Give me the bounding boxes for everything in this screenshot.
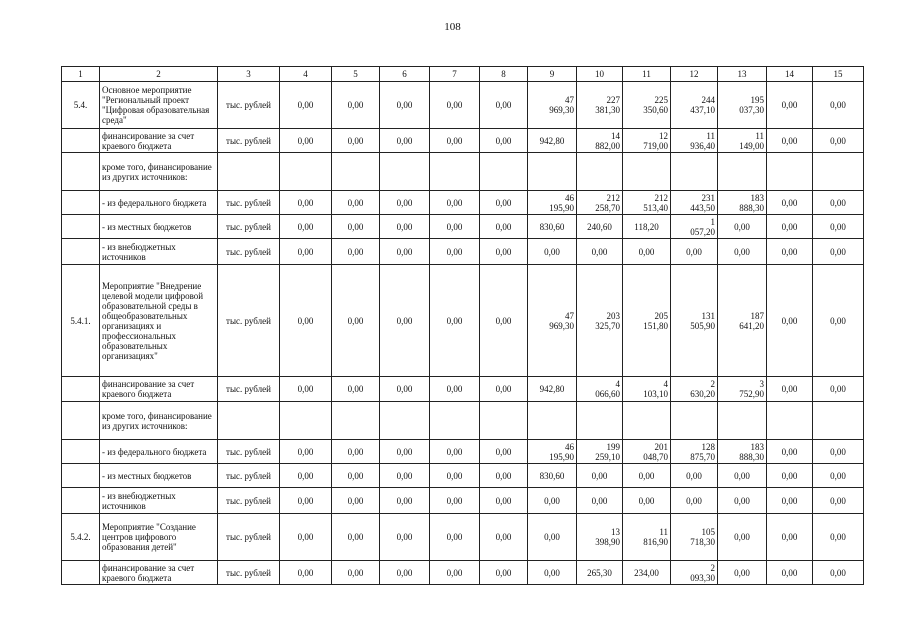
row-name: - из местных бюджетов: [100, 464, 218, 488]
table-row: [62, 440, 864, 464]
table-row: [62, 215, 864, 239]
value-cell: [430, 153, 480, 191]
value-cell: 0,00: [332, 129, 380, 153]
header-cell: 1: [62, 67, 100, 82]
value-cell: 0,00: [528, 239, 577, 265]
row-unit: тыс. рублей: [218, 82, 280, 129]
row-name: - из внебюджетных источников: [100, 488, 218, 514]
value-cell: 3 752,90: [718, 377, 767, 402]
value-cell: 47 969,30: [528, 265, 577, 377]
value-cell: [671, 153, 718, 191]
value-cell: 0,00: [623, 239, 671, 265]
value-cell: 0,00: [577, 464, 623, 488]
value-cell: [528, 402, 577, 440]
value-cell: 0,00: [380, 191, 430, 215]
value-cell: 0,00: [767, 239, 813, 265]
table-row: [62, 377, 864, 402]
value-cell: [480, 402, 528, 440]
row-unit: тыс. рублей: [218, 561, 280, 585]
value-cell: 0,00: [480, 129, 528, 153]
value-cell: 118,20: [623, 215, 671, 239]
value-cell: 0,00: [577, 239, 623, 265]
value-cell: 0,00: [280, 464, 332, 488]
value-cell: 4 103,10: [623, 377, 671, 402]
header-cell: 13: [718, 67, 767, 82]
budget-table: [61, 66, 864, 585]
header-cell: 6: [380, 67, 430, 82]
value-cell: [528, 153, 577, 191]
value-cell: 0,00: [767, 265, 813, 377]
header-cell: 3: [218, 67, 280, 82]
value-cell: 0,00: [280, 215, 332, 239]
value-cell: 4 066,60: [577, 377, 623, 402]
value-cell: 0,00: [380, 440, 430, 464]
value-cell: 0,00: [528, 561, 577, 585]
value-cell: 0,00: [280, 561, 332, 585]
value-cell: 13 398,90: [577, 514, 623, 561]
value-cell: 0,00: [813, 377, 864, 402]
table-row: [62, 191, 864, 215]
row-unit: тыс. рублей: [218, 191, 280, 215]
value-cell: 0,00: [767, 440, 813, 464]
value-cell: 830,60: [528, 464, 577, 488]
value-cell: 0,00: [480, 265, 528, 377]
value-cell: 128 875,70: [671, 440, 718, 464]
value-cell: 46 195,90: [528, 191, 577, 215]
row-name: финансирование за счет краевого бюджета: [100, 129, 218, 153]
value-cell: 0,00: [332, 488, 380, 514]
row-name: Мероприятие "Внедрение целевой модели цифровой образовательной среды в общеобразовательных организациях и профессиональных образовательных организациях": [100, 265, 218, 377]
value-cell: 0,00: [380, 129, 430, 153]
value-cell: [813, 402, 864, 440]
value-cell: [718, 153, 767, 191]
row-number: [62, 153, 100, 191]
row-number: [62, 215, 100, 239]
value-cell: 0,00: [671, 488, 718, 514]
value-cell: 942,80: [528, 377, 577, 402]
value-cell: 187 641,20: [718, 265, 767, 377]
value-cell: [332, 153, 380, 191]
value-cell: 0,00: [332, 265, 380, 377]
table-row: [62, 153, 864, 191]
value-cell: 0,00: [813, 440, 864, 464]
row-number: [62, 464, 100, 488]
value-cell: 0,00: [332, 464, 380, 488]
value-cell: 203 325,70: [577, 265, 623, 377]
value-cell: 0,00: [280, 239, 332, 265]
value-cell: [280, 153, 332, 191]
row-unit: тыс. рублей: [218, 440, 280, 464]
value-cell: 212 258,70: [577, 191, 623, 215]
row-unit: тыс. рублей: [218, 488, 280, 514]
value-cell: 0,00: [380, 265, 430, 377]
value-cell: 830,60: [528, 215, 577, 239]
value-cell: 0,00: [280, 377, 332, 402]
value-cell: 0,00: [528, 488, 577, 514]
value-cell: 0,00: [430, 377, 480, 402]
table-row: [62, 514, 864, 561]
row-number: [62, 440, 100, 464]
value-cell: 0,00: [332, 191, 380, 215]
value-cell: 0,00: [280, 440, 332, 464]
value-cell: 0,00: [430, 464, 480, 488]
value-cell: [623, 402, 671, 440]
value-cell: 0,00: [813, 239, 864, 265]
value-cell: 0,00: [480, 464, 528, 488]
header-cell: 12: [671, 67, 718, 82]
value-cell: 0,00: [767, 215, 813, 239]
value-cell: 0,00: [430, 265, 480, 377]
value-cell: 0,00: [718, 215, 767, 239]
value-cell: 0,00: [718, 561, 767, 585]
value-cell: 244 437,10: [671, 82, 718, 129]
header-cell: 15: [813, 67, 864, 82]
value-cell: 0,00: [480, 215, 528, 239]
row-name: - из внебюджетных источников: [100, 239, 218, 265]
value-cell: 0,00: [430, 82, 480, 129]
value-cell: 2 093,30: [671, 561, 718, 585]
value-cell: 12 719,00: [623, 129, 671, 153]
value-cell: 0,00: [430, 440, 480, 464]
value-cell: 0,00: [813, 488, 864, 514]
value-cell: 0,00: [480, 239, 528, 265]
value-cell: 0,00: [718, 488, 767, 514]
value-cell: 0,00: [813, 191, 864, 215]
row-unit: тыс. рублей: [218, 464, 280, 488]
value-cell: 0,00: [380, 488, 430, 514]
value-cell: 0,00: [767, 514, 813, 561]
value-cell: 131 505,90: [671, 265, 718, 377]
value-cell: 11 149,00: [718, 129, 767, 153]
row-name: финансирование за счет краевого бюджета: [100, 561, 218, 585]
value-cell: 105 718,30: [671, 514, 718, 561]
value-cell: 0,00: [767, 129, 813, 153]
value-cell: 183 888,30: [718, 440, 767, 464]
value-cell: 0,00: [332, 561, 380, 585]
value-cell: 265,30: [577, 561, 623, 585]
value-cell: [280, 402, 332, 440]
value-cell: 0,00: [332, 239, 380, 265]
value-cell: 0,00: [332, 215, 380, 239]
value-cell: 0,00: [430, 239, 480, 265]
row-number: [62, 239, 100, 265]
table-row: [62, 239, 864, 265]
value-cell: 0,00: [813, 215, 864, 239]
row-name: Мероприятие "Создание центров цифрового образования детей": [100, 514, 218, 561]
header-cell: 14: [767, 67, 813, 82]
row-unit: тыс. рублей: [218, 265, 280, 377]
table-row: [62, 82, 864, 129]
value-cell: 234,00: [623, 561, 671, 585]
value-cell: 47 969,30: [528, 82, 577, 129]
page-number: 108: [444, 21, 461, 33]
header-cell: 7: [430, 67, 480, 82]
value-cell: 0,00: [718, 514, 767, 561]
value-cell: 0,00: [480, 440, 528, 464]
value-cell: 0,00: [280, 488, 332, 514]
header-cell: 8: [480, 67, 528, 82]
row-name: - из федерального бюджета: [100, 191, 218, 215]
value-cell: 0,00: [332, 514, 380, 561]
row-number: [62, 561, 100, 585]
value-cell: 0,00: [528, 514, 577, 561]
table-row: [62, 488, 864, 514]
value-cell: 0,00: [623, 488, 671, 514]
value-cell: 199 259,10: [577, 440, 623, 464]
row-number: 5.4.2.: [62, 514, 100, 561]
row-number: [62, 129, 100, 153]
value-cell: 0,00: [671, 464, 718, 488]
row-unit: тыс. рублей: [218, 129, 280, 153]
value-cell: 46 195,90: [528, 440, 577, 464]
header-cell: 2: [100, 67, 218, 82]
value-cell: 0,00: [718, 239, 767, 265]
value-cell: 0,00: [480, 191, 528, 215]
value-cell: 0,00: [380, 377, 430, 402]
row-number: [62, 377, 100, 402]
row-number: [62, 191, 100, 215]
row-unit: тыс. рублей: [218, 239, 280, 265]
value-cell: 1 057,20: [671, 215, 718, 239]
value-cell: 0,00: [380, 561, 430, 585]
row-number: 5.4.: [62, 82, 100, 129]
header-cell: 5: [332, 67, 380, 82]
value-cell: [718, 402, 767, 440]
row-name: - из федерального бюджета: [100, 440, 218, 464]
value-cell: [767, 153, 813, 191]
value-cell: 0,00: [813, 561, 864, 585]
header-cell: 10: [577, 67, 623, 82]
value-cell: 0,00: [332, 82, 380, 129]
value-cell: 11 816,90: [623, 514, 671, 561]
value-cell: 0,00: [280, 82, 332, 129]
value-cell: 2 630,20: [671, 377, 718, 402]
value-cell: 0,00: [430, 129, 480, 153]
table-row: [62, 265, 864, 377]
value-cell: 0,00: [623, 464, 671, 488]
value-cell: 0,00: [767, 191, 813, 215]
value-cell: 942,80: [528, 129, 577, 153]
value-cell: [380, 153, 430, 191]
value-cell: 0,00: [280, 514, 332, 561]
value-cell: [623, 153, 671, 191]
value-cell: 0,00: [480, 377, 528, 402]
value-cell: 0,00: [813, 82, 864, 129]
value-cell: 0,00: [280, 129, 332, 153]
row-unit: [218, 402, 280, 440]
value-cell: 0,00: [671, 239, 718, 265]
value-cell: 0,00: [380, 82, 430, 129]
value-cell: [332, 402, 380, 440]
value-cell: 0,00: [480, 82, 528, 129]
value-cell: 0,00: [430, 191, 480, 215]
value-cell: 0,00: [380, 464, 430, 488]
value-cell: 0,00: [380, 215, 430, 239]
value-cell: [767, 402, 813, 440]
value-cell: 225 350,60: [623, 82, 671, 129]
header-row: [62, 67, 864, 82]
value-cell: 212 513,40: [623, 191, 671, 215]
row-number: 5.4.1.: [62, 265, 100, 377]
value-cell: 0,00: [718, 464, 767, 488]
row-number: [62, 488, 100, 514]
value-cell: 0,00: [430, 514, 480, 561]
table-row: [62, 464, 864, 488]
table-row: [62, 402, 864, 440]
value-cell: 0,00: [332, 440, 380, 464]
value-cell: 0,00: [767, 488, 813, 514]
value-cell: [430, 402, 480, 440]
value-cell: 0,00: [813, 265, 864, 377]
value-cell: [380, 402, 430, 440]
value-cell: 0,00: [767, 377, 813, 402]
value-cell: 0,00: [480, 514, 528, 561]
header-cell: 4: [280, 67, 332, 82]
row-number: [62, 402, 100, 440]
value-cell: 0,00: [813, 514, 864, 561]
value-cell: [577, 402, 623, 440]
row-unit: тыс. рублей: [218, 377, 280, 402]
row-name: кроме того, финансирование из других источников:: [100, 402, 218, 440]
value-cell: 0,00: [280, 265, 332, 377]
value-cell: 201 048,70: [623, 440, 671, 464]
row-name: Основное мероприятие "Региональный проект "Цифровая образовательная среда": [100, 82, 218, 129]
row-unit: [218, 153, 280, 191]
value-cell: 0,00: [813, 129, 864, 153]
table-row: [62, 129, 864, 153]
value-cell: [480, 153, 528, 191]
value-cell: [577, 153, 623, 191]
value-cell: 195 037,30: [718, 82, 767, 129]
value-cell: 0,00: [430, 488, 480, 514]
value-cell: 183 888,30: [718, 191, 767, 215]
value-cell: 0,00: [480, 488, 528, 514]
table-row: [62, 561, 864, 585]
value-cell: 205 151,80: [623, 265, 671, 377]
row-name: финансирование за счет краевого бюджета: [100, 377, 218, 402]
value-cell: 0,00: [767, 82, 813, 129]
value-cell: 0,00: [332, 377, 380, 402]
value-cell: 231 443,50: [671, 191, 718, 215]
row-name: - из местных бюджетов: [100, 215, 218, 239]
row-unit: тыс. рублей: [218, 514, 280, 561]
value-cell: 0,00: [380, 239, 430, 265]
value-cell: 0,00: [767, 561, 813, 585]
value-cell: 227 381,30: [577, 82, 623, 129]
value-cell: 0,00: [380, 514, 430, 561]
header-cell: 9: [528, 67, 577, 82]
value-cell: 11 936,40: [671, 129, 718, 153]
value-cell: 0,00: [430, 215, 480, 239]
value-cell: 240,60: [577, 215, 623, 239]
value-cell: [813, 153, 864, 191]
value-cell: [671, 402, 718, 440]
value-cell: 0,00: [430, 561, 480, 585]
value-cell: 14 882,00: [577, 129, 623, 153]
value-cell: 0,00: [280, 191, 332, 215]
value-cell: 0,00: [813, 464, 864, 488]
value-cell: 0,00: [767, 464, 813, 488]
header-cell: 11: [623, 67, 671, 82]
value-cell: 0,00: [577, 488, 623, 514]
row-unit: тыс. рублей: [218, 215, 280, 239]
value-cell: 0,00: [480, 561, 528, 585]
row-name: кроме того, финансирование из других источников:: [100, 153, 218, 191]
